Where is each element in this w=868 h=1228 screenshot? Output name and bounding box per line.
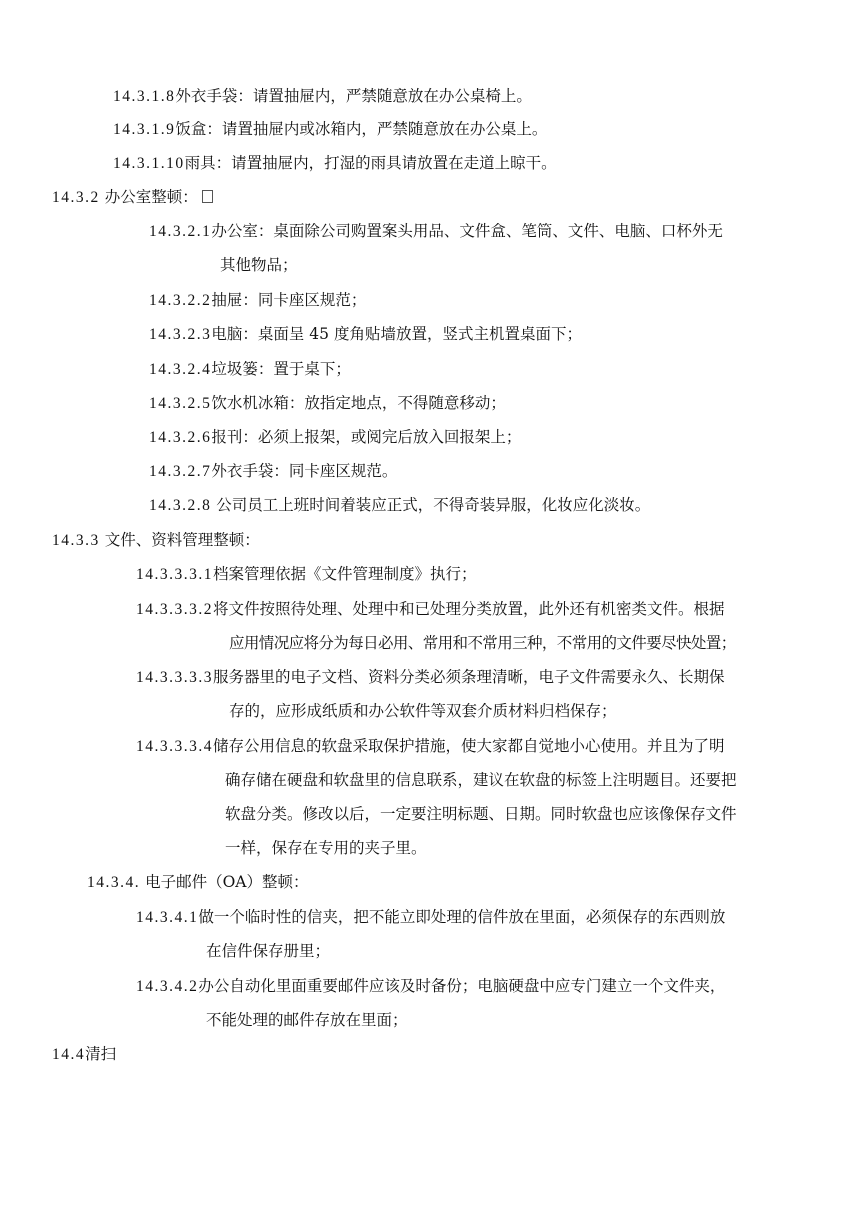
clause-text: 外衣手袋：同卡座区规范。 [211, 462, 398, 480]
clause-14-3-3-3-3-continuation [229, 700, 617, 722]
clause-text: 饮水机冰箱：放指定地点，不得随意移动； [211, 394, 506, 412]
clause-text: 存的，应形成纸质和办公软件等双套介质材料归档保存； [229, 702, 617, 720]
clause-text: 办公室：桌面除公司购置案头用品、文件盒、笔筒、文件、电脑、口杯外无 [211, 222, 723, 240]
clause-14-3-4-1 [136, 906, 725, 929]
clause-text: 确存储在硬盘和软盘里的信息联系，建议在软盘的标签上注明题目。还要把 [225, 771, 737, 789]
section-title: 清扫 [85, 1045, 117, 1063]
clause-number: 14.3.2.5 [149, 395, 212, 412]
clause-text: 应用情况应将分为每日必用、常用和不常用三种，不常用的文件要尽快处置； [229, 634, 736, 652]
clause-number: 14.3.2.1 [149, 223, 212, 240]
clause-14-3-3-3-3 [136, 666, 725, 689]
clause-text: 电脑：桌面呈 45 度角贴墙放置，竖式主机置桌面下； [211, 325, 582, 343]
section-number: 14.4 [52, 1046, 86, 1063]
clause-14-3-1-8 [113, 85, 532, 108]
section-14-3-2-heading [52, 186, 213, 209]
clause-text: 做一个临时性的信夹，把不能立即处理的信件放在里面，必须保存的东西则放 [198, 908, 726, 926]
section-number: 14.3.2 [52, 189, 100, 206]
clause-text: 档案管理依据《文件管理制度》执行； [213, 565, 477, 583]
clause-14-3-3-3-2-continuation [229, 632, 736, 654]
clause-number: 14.3.1.9 [113, 121, 176, 138]
clause-number: 14.3.1.10 [113, 155, 185, 172]
clause-text: 饭盒：请置抽屉内或冰箱内，严禁随意放在办公桌上。 [175, 120, 548, 138]
clause-number: 14.3.2.4 [149, 361, 212, 378]
clause-14-3-3-3-1 [136, 563, 477, 586]
clause-text: 储存公用信息的软盘采取保护措施，使大家都自觉地小心使用。并且为了明 [213, 737, 725, 755]
clause-14-3-2-5 [149, 392, 506, 415]
clause-14-3-3-3-4-continuation-1 [225, 769, 737, 791]
clause-14-3-2-3 [149, 323, 582, 346]
section-14-3-4-heading [87, 871, 308, 894]
clause-number: 14.3.2.3 [149, 326, 212, 343]
clause-14-3-2-2 [149, 289, 366, 312]
clause-text: 服务器里的电子文档、资料分类必须条理清晰，电子文件需要永久、长期保 [213, 668, 725, 686]
clause-text: 报刊：必须上报架，或阅完后放入回报架上； [211, 428, 522, 446]
clause-14-3-1-9 [113, 118, 547, 141]
clause-14-3-2-1 [149, 220, 723, 243]
clause-14-3-4-2-continuation [206, 1009, 408, 1031]
section-title: 文件、资料管理整顿： [104, 531, 260, 549]
clause-14-3-2-1-continuation [220, 254, 298, 276]
clause-text: 一样，保存在专用的夹子里。 [225, 839, 427, 857]
clause-text: 雨具：请置抽屉内，打湿的雨具请放置在走道上晾干。 [184, 154, 557, 172]
clause-text: 办公自动化里面重要邮件应该及时备份；电脑硬盘中应专门建立一个文件夹， [198, 977, 726, 995]
section-title: 电子邮件（OA）整顿： [145, 873, 309, 891]
clause-text: 公司员工上班时间着装应正式，不得奇装异服，化妆应化淡妆。 [211, 496, 651, 514]
clause-text: 抽屉：同卡座区规范； [211, 291, 367, 309]
clause-number: 14.3.2.2 [149, 292, 212, 309]
clause-number: 14.3.2.7 [149, 463, 212, 480]
clause-number: 14.3.3.3.4 [136, 738, 213, 755]
clause-number: 14.3.4.2 [136, 978, 199, 995]
section-14-3-3-heading [52, 529, 260, 552]
clause-number: 14.3.3.3.1 [136, 566, 213, 583]
clause-14-3-4-2 [136, 975, 725, 998]
clause-number: 14.3.3.3.2 [136, 601, 213, 618]
clause-number: 14.3.3.3.3 [136, 669, 213, 686]
clause-14-3-2-7 [149, 460, 397, 483]
placeholder-box-icon [202, 190, 213, 203]
clause-14-3-2-6 [149, 426, 521, 449]
clause-text: 外衣手袋：请置抽屉内，严禁随意放在办公桌椅上。 [175, 87, 532, 105]
clause-text: 垃圾篓：置于桌下； [211, 360, 351, 378]
clause-14-3-3-3-2 [136, 598, 725, 621]
section-number: 14.3.3 [52, 532, 100, 549]
clause-14-3-3-3-4-continuation-2 [225, 803, 737, 825]
section-14-4-heading [52, 1043, 116, 1066]
clause-14-3-2-8 [149, 494, 650, 517]
clause-text: 软盘分类。修改以后，一定要注明标题、日期。同时软盘也应该像保存文件 [225, 805, 737, 823]
clause-14-3-3-3-4 [136, 735, 725, 758]
clause-number: 14.3.2.6 [149, 429, 212, 446]
clause-number: 14.3.1.8 [113, 88, 176, 105]
clause-number: 14.3.4.1 [136, 909, 199, 926]
clause-14-3-4-1-continuation [206, 940, 330, 962]
clause-14-3-3-3-4-continuation-3 [225, 837, 427, 859]
clause-number: 14.3.2.8 [149, 497, 212, 514]
clause-text: 其他物品； [220, 256, 298, 274]
clause-14-3-1-10 [113, 152, 557, 175]
section-title: 办公室整顿： [104, 188, 198, 206]
clause-text: 将文件按照待处理、处理中和已处理分类放置，此外还有机密类文件。根据 [213, 600, 725, 618]
section-number: 14.3.4. [87, 874, 141, 891]
clause-text: 不能处理的邮件存放在里面； [206, 1011, 408, 1029]
clause-14-3-2-4 [149, 358, 351, 381]
clause-text: 在信件保存册里； [206, 942, 331, 960]
